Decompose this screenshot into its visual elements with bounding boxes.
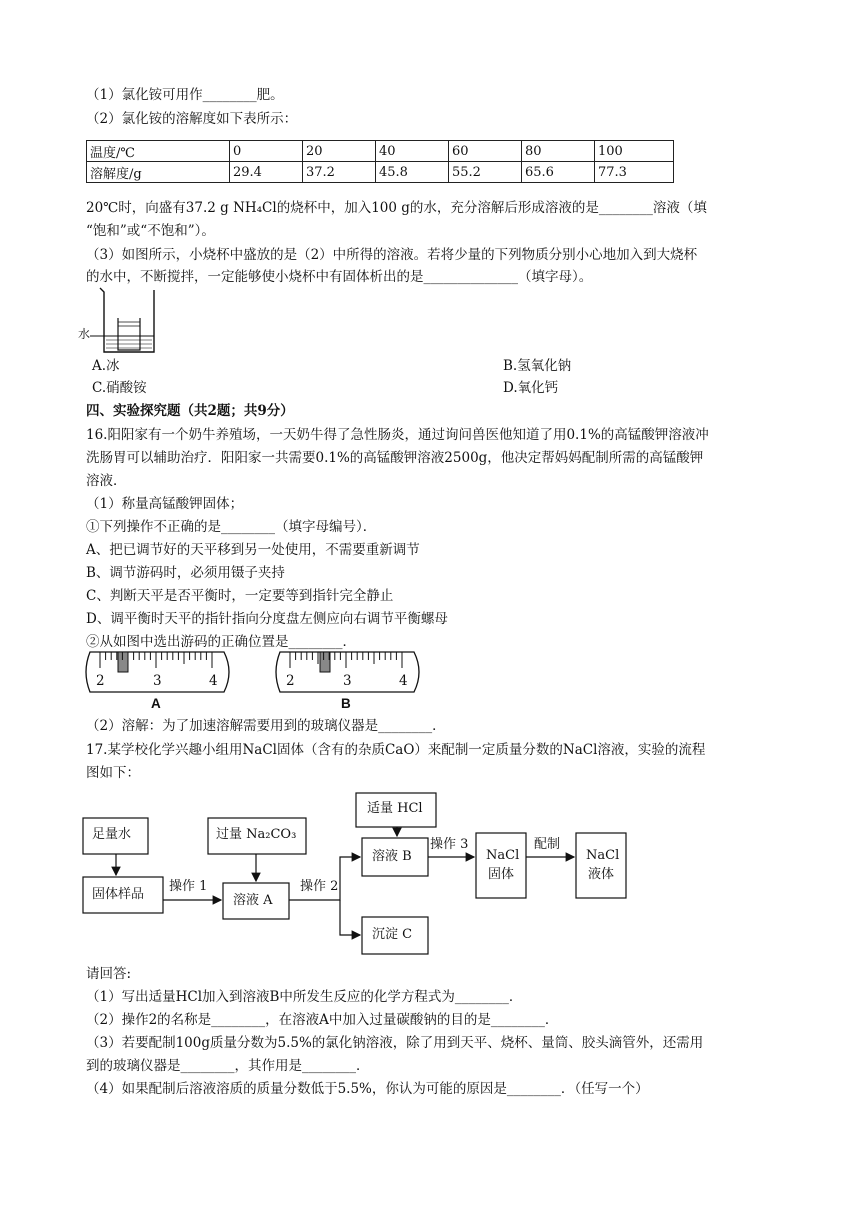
- q15-part2: （2）氯化铵的溶解度如下表所示：: [86, 111, 298, 127]
- temp-cell: 40: [376, 141, 449, 162]
- ruler-label-b: B: [341, 696, 351, 711]
- q17-line1: 17.某学校化学兴趣小组用NaCl固体（含有的杂质CaO）来配制一定质量分数的NaCl溶液，实验的流程: [86, 742, 706, 758]
- q16-question2: ②从如图中选出游码的正确位置是________．: [86, 634, 356, 650]
- option-b: B.氢氧化钠: [503, 358, 572, 374]
- q16-line1: 16.阳阳家有一个奶牛养殖场，一天奶牛得了急性肠炎，通过询问兽医他知道了用0.1%的高锰酸钾溶液冲: [86, 427, 709, 443]
- temp-cell: 60: [449, 141, 522, 162]
- flow-precipitate-label: 沉淀 C: [372, 927, 413, 942]
- ruler-a-tick-3: 3: [153, 673, 162, 689]
- q16-option-a: A、把已调节好的天平移到另一处使用，不需要重新调节: [86, 542, 420, 558]
- solubility-cell: 45.8: [376, 162, 449, 183]
- q16-option-b: B、调节游码时，必须用镊子夹持: [86, 565, 285, 581]
- temp-cell: 80: [522, 141, 595, 162]
- q17-line2: 图如下：: [86, 765, 140, 781]
- water-label: 水: [78, 327, 91, 341]
- flow-hcl-label: 适量 HCl: [367, 801, 423, 816]
- flow-op1-label: 操作 1: [169, 879, 208, 894]
- flow-op3-label: 操作 3: [430, 837, 469, 852]
- q17-answer3-line2: 到的玻璃仪器是________，其作用是________．: [86, 1058, 370, 1074]
- option-c: C.硝酸铵: [92, 380, 147, 396]
- flow-nacl-solid-line2: 固体: [488, 867, 515, 882]
- solubility-cell: 55.2: [449, 162, 522, 183]
- q17-answer4: （4）如果配制后溶液溶质的质量分数低于5.5%，你认为可能的原因是________．（任写一个）: [86, 1081, 649, 1097]
- flow-prepare-label: 配制: [534, 837, 561, 852]
- q16-option-d: D、调平衡时天平的指针指向分度盘左侧应向右调节平衡螺母: [86, 611, 448, 627]
- flow-sample-label: 固体样品: [92, 887, 145, 902]
- q16-line3: 溶液．: [86, 473, 127, 489]
- flow-na2co3-label: 过量 Na₂CO₃: [216, 827, 297, 842]
- flow-solution-a-label: 溶液 A: [233, 893, 273, 908]
- flow-op2-label: 操作 2: [300, 879, 339, 894]
- flow-water-label: 足量水: [92, 827, 132, 842]
- q16-option-c: C、判断天平是否平衡时，一定要等到指针完全静止: [86, 588, 394, 604]
- q15-part2-question-line2: “饱和”或“不饱和”）。: [86, 223, 215, 239]
- q15-part2-question-line1: 20℃时，向盛有37.2 g NH₄Cl的烧杯中，加入100 g的水，充分溶解后形成溶液的是________溶液（填: [86, 200, 707, 216]
- q16-step1: （1）称量高锰酸钾固体；: [86, 496, 244, 512]
- section-heading: 四、实验探究题（共2题；共9分）: [86, 403, 294, 419]
- ruler-b-tick-3: 3: [343, 673, 352, 689]
- arrow-op2-to-c: [340, 900, 360, 935]
- row-header-solubility: 溶解度/g: [87, 162, 230, 183]
- q17-answer2: （2）操作2的名称是________，在溶液A中加入过量碳酸钠的目的是________．: [86, 1012, 559, 1028]
- option-a: A.冰: [92, 358, 120, 374]
- flow-solution-b-label: 溶液 B: [372, 849, 412, 864]
- ruler-a-tick-4: 4: [209, 673, 218, 689]
- ruler-b-tick-2: 2: [286, 673, 295, 689]
- flow-nacl-liquid-line2: 液体: [588, 867, 615, 882]
- temp-cell: 0: [230, 141, 303, 162]
- solubility-cell: 29.4: [230, 162, 303, 183]
- q16-question1: ①下列操作不正确的是________（填字母编号）．: [86, 519, 377, 535]
- q17-answer3-line1: （3）若要配制100g质量分数为5.5%的氯化钠溶液，除了用到天平、烧杯、量筒、胶头滴管外，还需用: [86, 1035, 704, 1051]
- flow-nacl-liquid-line1: NaCl: [586, 848, 620, 863]
- q15-part3-line2: 的水中，不断搅拌，一定能够使小烧杯中有固体析出的是______________（填字母）。: [86, 269, 593, 285]
- temp-cell: 20: [303, 141, 376, 162]
- solubility-cell: 77.3: [595, 162, 674, 183]
- ruler-b-tick-4: 4: [399, 673, 408, 689]
- row-header-temp: 温度/℃: [87, 141, 230, 162]
- ruler-label-a: A: [151, 696, 161, 711]
- ruler-a-tick-2: 2: [96, 673, 105, 689]
- q17-prompt: 请回答:: [86, 966, 132, 982]
- q16-line2: 洗肠胃可以辅助治疗．阳阳家一共需要0.1%的高锰酸钾溶液2500g，他决定帮妈妈配制所需的高锰酸钾: [86, 450, 704, 466]
- flow-nacl-solid-line1: NaCl: [486, 848, 520, 863]
- solubility-cell: 37.2: [303, 162, 376, 183]
- option-d: D.氧化钙: [503, 380, 559, 396]
- q16-part2: （2）溶解：为了加速溶解需要用到的玻璃仪器是________．: [86, 718, 446, 734]
- q17-answer1: （1）写出适量HCl加入到溶液B中所发生反应的化学方程式为________．: [86, 989, 523, 1005]
- q15-part1: （1）氯化铵可用作________肥。: [86, 87, 284, 103]
- temp-cell: 100: [595, 141, 674, 162]
- q15-part3-line1: （3）如图所示，小烧杯中盛放的是（2）中所得的溶液。若将少量的下列物质分别小心地加入到大烧杯: [86, 247, 698, 263]
- solubility-cell: 65.6: [522, 162, 595, 183]
